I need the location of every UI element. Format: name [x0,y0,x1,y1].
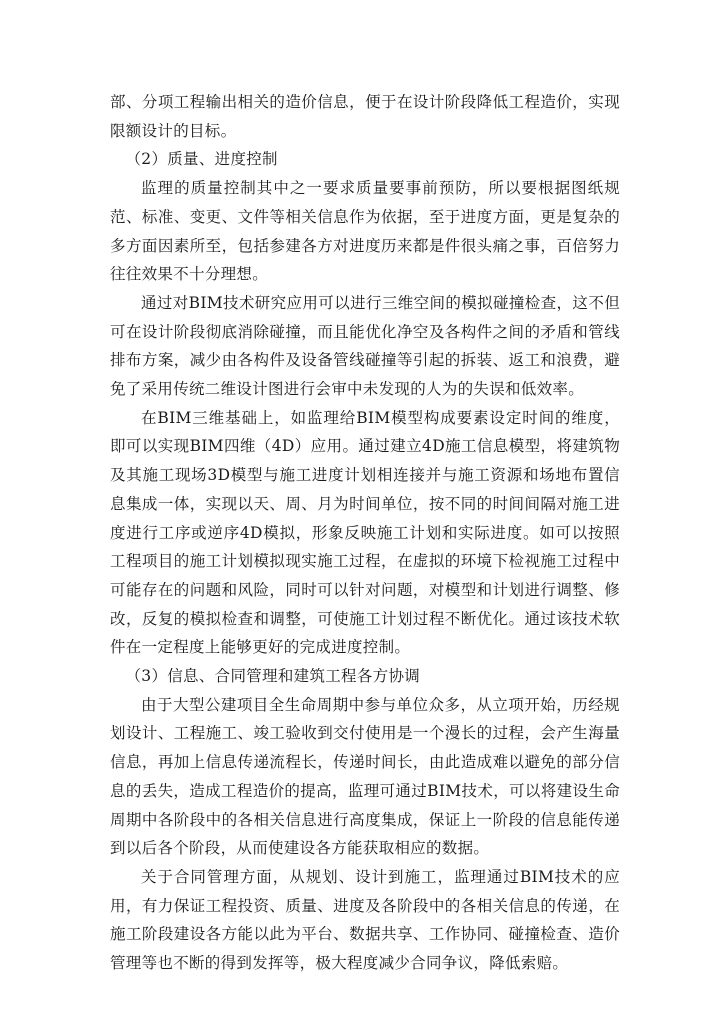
section-heading-quality-progress: （2）质量、进度控制 [125,150,278,169]
body-text [110,88,620,978]
paragraph-contract-management: 关于合同管理方面，从规划、设计到施工，监理通过BIM技术的应用，有力保证工程投资、质量、进度及各阶段中的各相关信息的传递，在施工阶段建设各方能以此为平台、数据共享、工作协同、碰撞检查、造价管理等也不断的得到发挥等，极大程度减少合同争议，降低索赔。 [110,867,620,973]
paragraph-info-management: 由于大型公建项目全生命周期中参与单位众多，从立项开始，历经规划设计、工程施工、竣工验收到交付使用是一个漫长的过程，会产生海量信息，再加上信息传递流程长，传递时间长，由此造成难以避免的部分信息的丢失，造成工程造价的提高，监理可通过BIM技术，可以将建设生命周期中各阶段中的各相关信息进行高度集成，保证上一阶段的信息能传递到以后各个阶段，从而使建设各方能获取相应的数据。 [110,695,620,858]
paragraph-bim-4d: 在BIM三维基础上，如监理给BIM模型构成要素设定时间的维度，即可以实现BIM四维（4D）应用。通过建立4D施工信息模型，将建筑物及其施工现场3D模型与施工进度计划相连接并与施工资源和场地布置信息集成一体，实现以天、周、月为时间单位，按不同的时间间隔对施工进度进行工序或逆序4D模拟，形象反映施工计划和实际进度。如可以按照工程项目的施工计划模拟现实施工过程，在虚拟的环境下检视施工过程中可能存在的问题和风险，同时可以针对问题，对模型和计划进行调整、修改，反复的模拟检查和调整，可使施工计划过程不断优化。通过该技术软件在一定程度上能够更好的完成进度控制。 [110,408,620,657]
paragraph-quality-control: 监理的质量控制其中之一要求质量要事前预防，所以要根据图纸规范、标准、变更、文件等相关信息作为依据，至于进度方面，更是复杂的多方面因素所至，包括参建各方对进度历来都是件很头痛之事，百倍努力往往效果不十分理想。 [110,179,620,284]
section-heading-info-contract: （3）信息、合同管理和建筑工程各方协调 [125,667,421,686]
paragraph-bim-collision-check: 通过对BIM技术研究应用可以进行三维空间的模拟碰撞检查，这不但可在设计阶段彻底消除碰撞，而且能优化净空及各构件之间的矛盾和管线排布方案，减少由各构件及设备管线碰撞等引起的拆装、返工和浪费，避免了采用传统二维设计图进行会审中未发现的人为的失误和低效率。 [110,293,620,399]
paragraph-continuation: 部、分项工程输出相关的造价信息，便于在设计阶段降低工程造价，实现限额设计的目标。 [110,93,620,140]
